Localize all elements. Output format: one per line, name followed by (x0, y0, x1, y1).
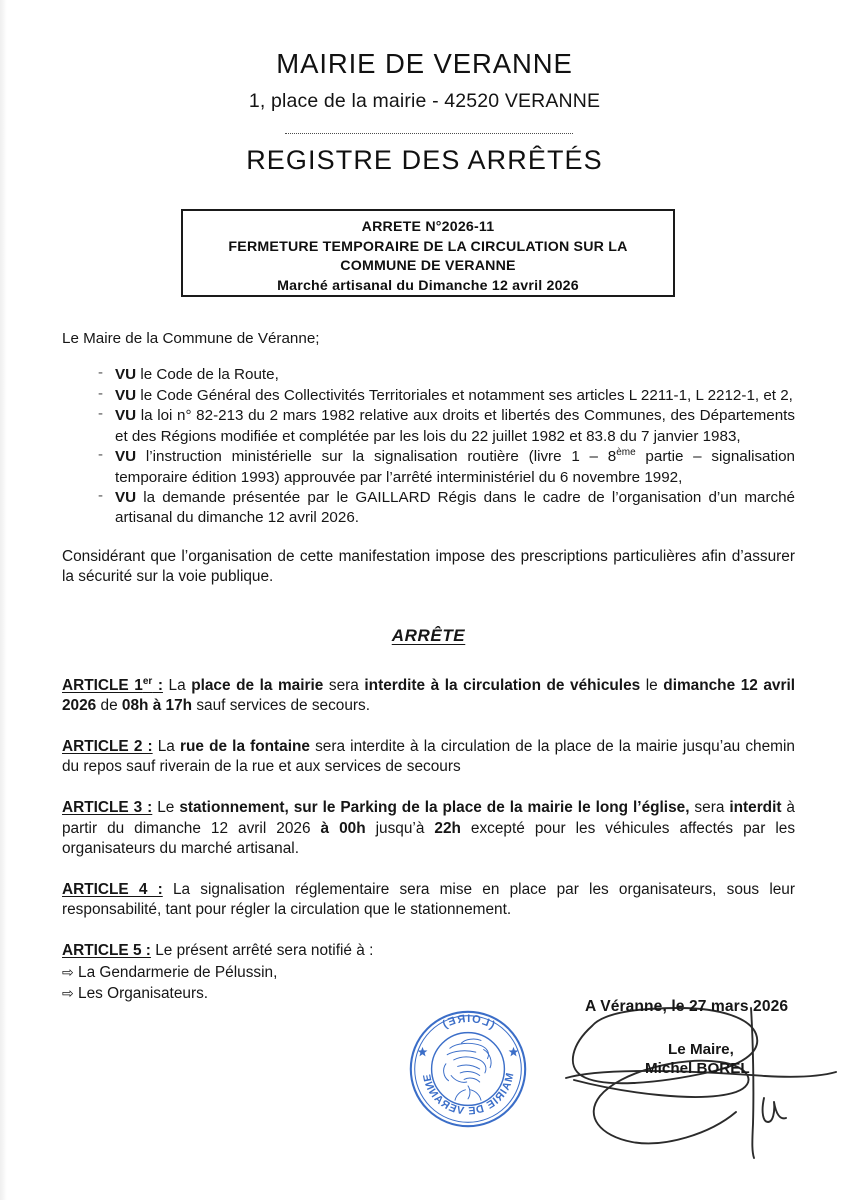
article-paragraph: ARTICLE 4 : La signalisation réglementaire sera mise en place par les organisateurs, sous leur responsabilité, tant pour régler la circulation que le stationnement. (62, 880, 795, 919)
articles-container (62, 676, 795, 962)
emphasis-text: à 00h (320, 819, 366, 837)
vu-item: - VU la loi n° 82-213 du 2 mars 1982 relative aux droits et libertés des Communes, des Départements et des Régions modifiée et complétée par les lois du 22 juillet 1982 et 83.8 du 7 janvier 1983, (62, 406, 795, 446)
arrete-number: ARRETE N°2026-11 (361, 219, 495, 235)
article-label: ARTICLE 2 : (62, 737, 153, 755)
emphasis-text: rue de la fontaine (180, 737, 310, 755)
article-label: ARTICLE 1er : (62, 675, 163, 694)
emphasis-text: 22h (434, 819, 461, 837)
emphasis-text: interdite à la circulation de véhicules (364, 676, 641, 694)
emphasis-text: 08h à 17h (121, 697, 193, 715)
article-paragraph: ARTICLE 5 : Le présent arrêté sera notifié à : (62, 941, 374, 959)
article-label: ARTICLE 4 : (62, 880, 163, 898)
signature-role: Le Maire, (668, 1041, 734, 1058)
mairie-address: 1, place de la mairie - 42520 VERANNE (248, 90, 601, 112)
header-divider (285, 133, 573, 134)
vu-item: - VU le Code Général des Collectivités Territoriales et notamment ses articles L 2211-1, L 2212-1, et 2, (62, 386, 795, 406)
official-stamp-icon (403, 1004, 533, 1134)
vu-list (62, 365, 795, 529)
svg-text:(LOIRE): (LOIRE) (439, 1013, 497, 1032)
emphasis-text: place de la mairie (191, 676, 324, 694)
signature-name: Michel BOREL (645, 1060, 750, 1077)
emphasis-text: interdit (729, 799, 782, 816)
article-paragraph: ARTICLE 1er : La place de la mairie sera interdite à la circulation de véhicules le dimanche 12 avril 2026 de 08h à 17h sauf services de secours. (62, 675, 796, 715)
arrete-title-box (181, 209, 675, 297)
arrete-event: Marché artisanal du Dimanche 12 avril 2026 (277, 277, 579, 294)
vu-item: - VU le Code de la Route, (62, 365, 795, 385)
arrow-right-icon: ⇨ (62, 963, 74, 980)
page-title: MAIRIE DE VERANNE (276, 48, 573, 79)
handwritten-signature (560, 1000, 845, 1170)
notification-item: ⇨ Les Organisateurs. (62, 984, 209, 1002)
vu-prefix: VU (115, 386, 137, 404)
article-paragraph: ARTICLE 2 : La rue de la fontaine sera interdite à la circulation de la place de la mairie jusqu’au chemin du repos sauf riverain de la rue et aux services de secours (62, 737, 795, 776)
notification-item: ⇨ La Gendarmerie de Pélussin, (62, 963, 278, 981)
arrow-right-icon: ⇨ (62, 984, 74, 1001)
intro-line: Le Maire de la Commune de Véranne; (62, 330, 320, 347)
vu-prefix: VU (115, 489, 137, 507)
article-label: ARTICLE 3 : (62, 799, 153, 816)
arrete-subject-line1: FERMETURE TEMPORAIRE DE LA CIRCULATION SUR LA (228, 238, 628, 255)
emphasis-text: dimanche 12 avril 2026 (62, 676, 796, 715)
ordinal-suffix: er (142, 675, 153, 687)
registre-title: REGISTRE DES ARRÊTÉS (246, 145, 603, 175)
article-label: ARTICLE 5 : (62, 941, 151, 959)
vu-item: - VU la demande présentée par le GAILLARD Régis dans le cadre de l’organisation d’un marché artisanal du dimanche 12 avril 2026. (62, 488, 795, 528)
svg-text:MAIRIE DE VERANNE: MAIRIE DE VERANNE (419, 1071, 517, 1118)
arrete-heading: ARRÊTE (391, 625, 466, 645)
document-body (62, 329, 795, 1004)
ordinal-suffix: ème (616, 447, 636, 459)
emphasis-text: stationnement, sur le Parking de la place de la mairie le long l’église, (179, 799, 690, 816)
arrete-subject-line2: COMMUNE DE VERANNE (340, 258, 516, 275)
vu-item: - VU l’instruction ministérielle sur la signalisation routière (livre 1 – 8ème partie – signalisation temporaire édition 1993) approuvée par l’arrêté interministériel du 6 novembre 1992, (62, 447, 795, 487)
vu-prefix: VU (115, 366, 137, 383)
signature-place-date: A Véranne, le 27 mars 2026 (585, 998, 789, 1015)
article-paragraph: ARTICLE 3 : Le stationnement, sur le Parking de la place de la mairie le long l’église, sera interdit à partir du dimanche 12 avril 2026 à 00h jusqu’à 22h excepté pour les véhicules affectés par les organisateurs du marché artisanal. (62, 799, 796, 858)
vu-prefix: VU (115, 407, 137, 425)
vu-prefix: VU (115, 448, 137, 466)
considerant-paragraph: Considérant que l’organisation de cette manifestation impose des prescriptions particulières afin d’assurer la sécurité sur la voie publique. (62, 547, 795, 586)
